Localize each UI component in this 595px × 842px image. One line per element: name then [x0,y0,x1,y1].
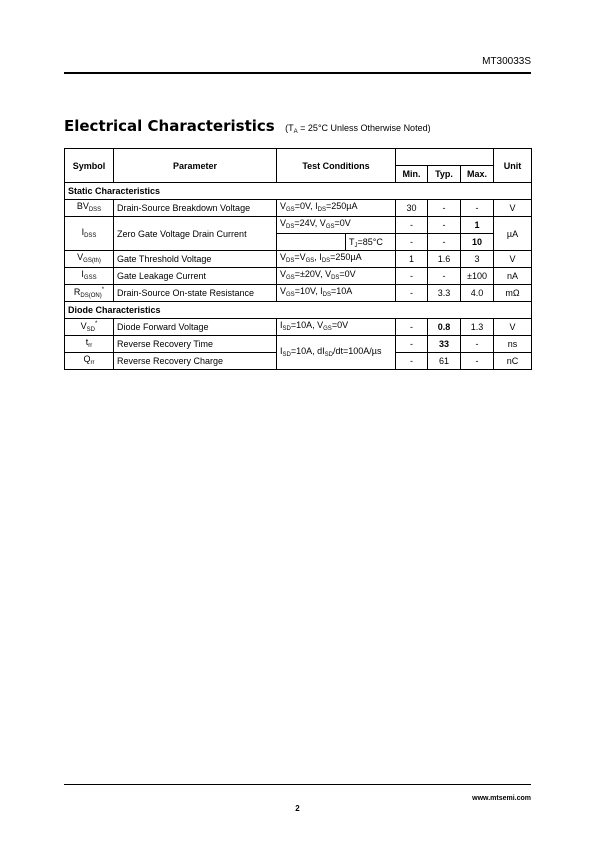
test-condition-cell: $I_{SD}=10A$, $V_{GS}=0V$ [277,319,396,336]
max-cell: 10 [461,234,494,251]
max-cell: 4.0 [461,285,494,302]
symbol-cell: $t_{rr}$ [65,336,114,353]
symbol-cell: $BV_{DSS}$ [65,200,114,217]
parameter-cell: Gate Leakage Current [114,268,277,285]
unit-cell: V [494,200,532,217]
max-cell: - [461,336,494,353]
unit-cell: µA [494,217,532,251]
section-row-diode: Diode Characteristics [65,302,532,319]
test-condition-cell: $V_{DS}=24V$, $V_{GS}=0V$ [277,217,396,234]
header-symbol: Symbol [65,149,114,183]
typ-cell: - [428,200,461,217]
max-cell: - [461,200,494,217]
page-number: 2 [295,804,300,813]
typ-cell: 61 [428,353,461,370]
symbol-cell: $R_{DS(ON)}^*$ [65,285,114,302]
parameter-cell: Drain-Source Breakdown Voltage [114,200,277,217]
symbol-cell: $Q_{rr}$ [65,353,114,370]
footer-rule [64,784,531,785]
min-cell: - [396,285,428,302]
test-condition-cell: $V_{GS}=10V$, $I_{DS}=10A$ [277,285,396,302]
unit-cell: ns [494,336,532,353]
table-row [65,251,532,268]
parameter-cell: Gate Threshold Voltage [114,251,277,268]
test-condition-cell: $V_{DS}=V_{GS}$, $I_{DS}=250\mu A$ [277,251,396,268]
section-title: Electrical Characteristics [64,117,275,135]
parameter-cell: Reverse Recovery Charge [114,353,277,370]
symbol-cell: $I_{GSS}$ [65,268,114,285]
parameter-cell: Reverse Recovery Time [114,336,277,353]
header-unit: Unit [494,149,532,183]
typ-cell: 0.8 [428,319,461,336]
header-typ: Typ. [428,166,461,183]
max-cell: 1.3 [461,319,494,336]
footer-website: www.mtsemi.com [472,795,531,802]
symbol-cell: $V_{GS(th)}$ [65,251,114,268]
table-row [65,217,532,234]
section-heading [64,117,431,136]
min-cell: - [396,268,428,285]
unit-cell: mΩ [494,285,532,302]
parameter-cell: Diode Forward Voltage [114,319,277,336]
min-cell: - [396,217,428,234]
typ-cell: - [428,217,461,234]
header-rule [64,72,531,74]
section-row-static: Static Characteristics [65,183,532,200]
typ-cell: 33 [428,336,461,353]
min-cell: - [396,319,428,336]
electrical-characteristics-table [64,148,532,370]
max-cell: ±100 [461,268,494,285]
table-row [65,268,532,285]
unit-cell: nC [494,353,532,370]
test-condition-cell: $V_{GS}=\pm 20V$, $V_{DS}=0V$ [277,268,396,285]
header-min: Min. [396,166,428,183]
min-cell: - [396,353,428,370]
typ-cell: 1.6 [428,251,461,268]
typ-cell: - [428,234,461,251]
table-row [65,200,532,217]
max-cell: - [461,353,494,370]
header-max: Max. [461,166,494,183]
typ-cell: 3.3 [428,285,461,302]
unit-cell: nA [494,268,532,285]
min-cell: 1 [396,251,428,268]
symbol-cell: $V_{SD}^*$ [65,319,114,336]
test-condition-cell: $V_{GS}=0V$, $I_{DS}=250\mu A$ [277,200,396,217]
table-row [65,319,532,336]
parameter-cell: Drain-Source On-state Resistance [114,285,277,302]
min-cell: 30 [396,200,428,217]
section-condition: ($T_A = 25^\circ C$ Unless Otherwise Noted) [285,123,431,135]
symbol-cell: $I_{DSS}$ [65,217,114,251]
table-row [65,285,532,302]
part-number: MT30033S [482,56,531,67]
max-cell: 3 [461,251,494,268]
table-row [65,336,532,353]
unit-cell: V [494,251,532,268]
test-condition-cell: $T_J=85^\circ C$ [277,234,396,251]
header-parameter: Parameter [114,149,277,183]
min-cell: - [396,234,428,251]
min-cell: - [396,336,428,353]
header-values-group [396,149,494,166]
max-cell: 1 [461,217,494,234]
unit-cell: V [494,319,532,336]
header-test-conditions: Test Conditions [277,149,396,183]
parameter-cell: Zero Gate Voltage Drain Current [114,217,277,251]
typ-cell: - [428,268,461,285]
test-condition-cell: $I_{SD}=10A$, $dI_{SD}/dt=100A/\mu s$ [277,336,396,370]
